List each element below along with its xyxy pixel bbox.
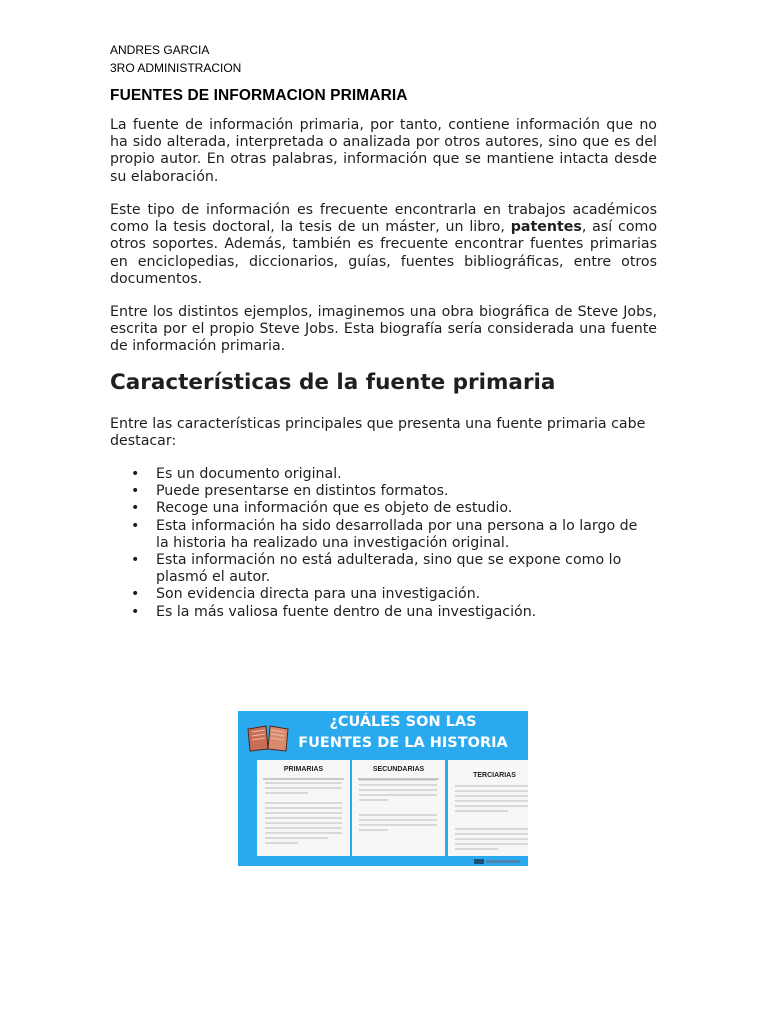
brand-logo-icon [474,859,484,864]
bullet-icon: • [131,586,140,603]
paragraph-2 [110,202,657,288]
infographic-title-line-2: FUENTES DE LA HISTORIA [298,735,508,751]
bullet-icon: • [131,552,140,569]
bullet-icon: • [131,483,140,500]
card-text-placeholder-lines [238,711,528,866]
paragraph-1: La fuente de información primaria, por tanto, contiene información que no ha sido alterada, interpretada o analizada por otros autores, sino que es del propio autor. En otras palabras, información que se mantiene intacta desde su elaboración. [110,117,657,185]
bullet-icon: • [131,517,140,534]
card-title: TERCIARIAS [473,772,516,779]
characteristics-list [110,466,650,621]
list-item: • Puede presentarse en distintos formatos. [131,483,449,500]
bullet-icon: • [131,466,140,482]
author-name: ANDRES GARCIA [110,43,210,57]
infographic-title-line-1: ¿CUÁLES SON LAS [329,714,477,730]
section-heading: Características de la fuente primaria [110,370,556,395]
patentes-link-text: patentes [510,219,582,236]
bullet-icon: • [131,500,140,517]
document-title: FUENTES DE INFORMACION PRIMARIA [110,87,408,104]
course-name: 3RO ADMINISTRACION [110,61,242,75]
sources-infographic [238,711,528,866]
card-title: SECUNDARIAS [372,766,425,773]
bullet-icon: • [131,603,140,620]
list-item: • Son evidencia directa para una investigación. [131,586,481,603]
paragraph-3: Entre los distintos ejemplos, imaginemos una obra biográfica de Steve Jobs, escrita por el propio Steve Jobs. Esta biografía sería considerada una fuente de información primaria. [110,304,657,355]
list-item: • Esta información no está adulterada, sino que se expone como lo plasmó el autor. [131,552,622,586]
paragraph-2-text-a: Este tipo de información es frecuente encontrarla en trabajos académicos como la tesis doctoral, la tesis de un máster, un libro, [110,202,657,236]
list-item: • Es la más valiosa fuente dentro de una investigación. [131,603,537,620]
paragraph-2-text-b: , así como otros soportes. Además, también es frecuente encontrar fuentes primarias en enciclopedias, diccionarios, guías, fuentes bibliográficas, entre otros documentos. [110,219,657,287]
section-intro: Entre las características principales que presenta una fuente primaria cabe destacar: [110,416,646,450]
card-title: PRIMARIAS [283,766,324,773]
list-item: • Esta información ha sido desarrollada por una persona a lo largo de la historia ha realizado una investigación original. [131,517,638,551]
list-item: • Es un documento original. [131,466,342,482]
list-item: • Recoge una información que es objeto de estudio. [131,500,513,517]
